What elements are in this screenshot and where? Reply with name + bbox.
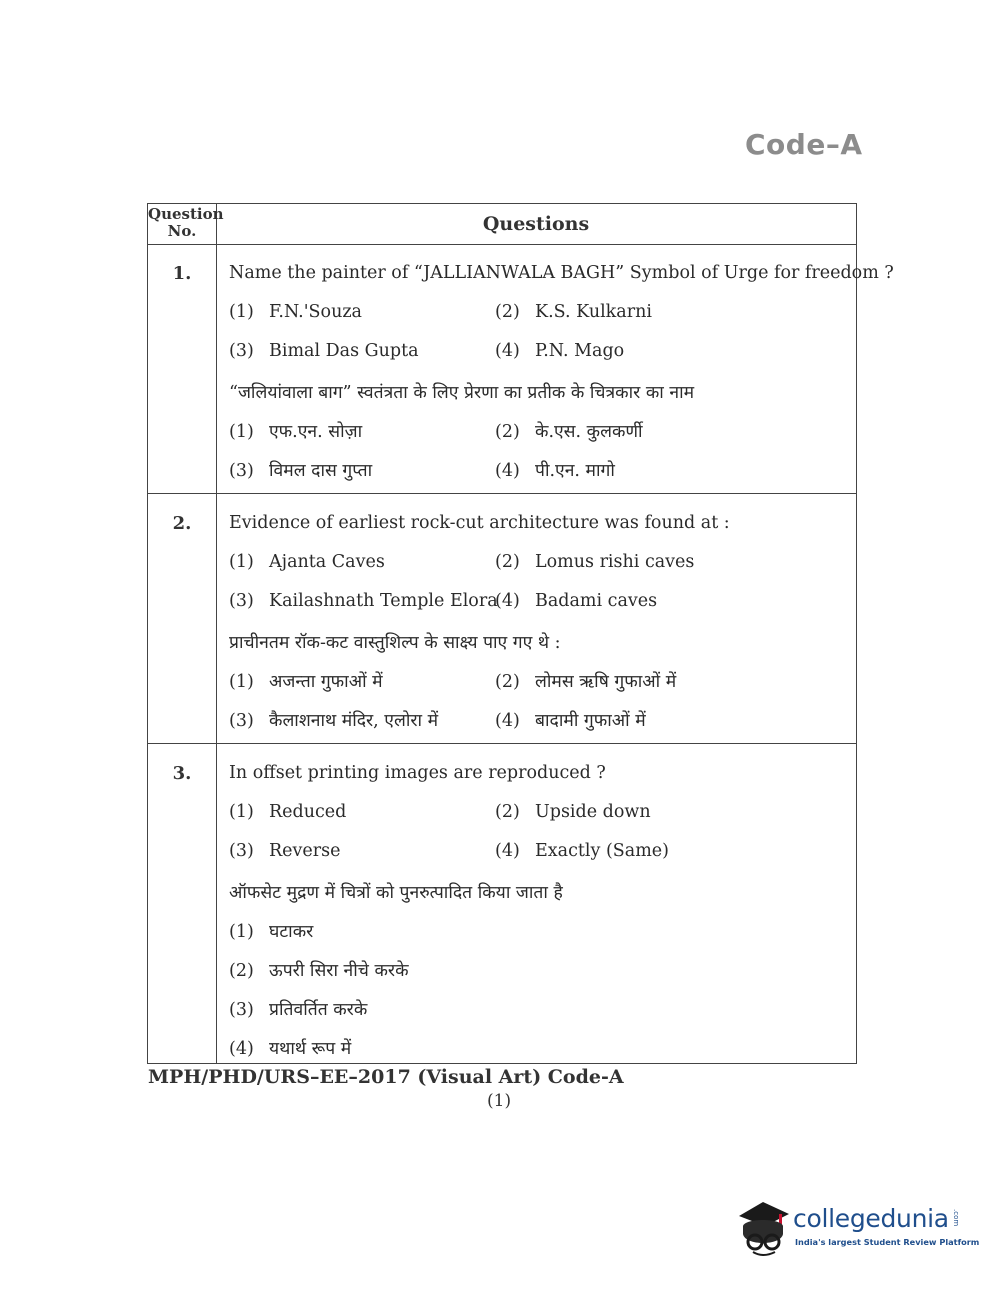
option (229, 997, 367, 1021)
option-number: (2) (495, 302, 520, 322)
option (495, 552, 694, 572)
graduate-mascot-icon (735, 1196, 793, 1258)
option (495, 669, 676, 693)
option-text: पी.एन. मागो (535, 461, 615, 481)
header-question-no-line2: No. (167, 222, 197, 240)
option-number: (3) (229, 461, 254, 481)
option-number: (3) (229, 711, 254, 731)
question-number: 2. (172, 513, 192, 534)
option (229, 708, 438, 732)
question-text-hi: ऑफसेट मुद्रण में चित्रों को पुनरुत्पादित किया जाता है (229, 883, 563, 903)
option-number: (3) (229, 841, 254, 861)
code-label: Code–A (745, 128, 863, 161)
question-table (147, 203, 894, 1064)
option-text: लोमस ऋषि गुफाओं में (535, 672, 677, 692)
question-text-hi: प्राचीनतम रॉक-कट वास्तुशिल्प के साक्ष्य पाए गए थे : (229, 633, 561, 653)
option-text: प्रतिवर्तित करके (269, 1000, 368, 1020)
option-text: कैलाशनाथ मंदिर, एलोरा में (269, 711, 439, 731)
option-number: (2) (229, 961, 254, 981)
option (229, 841, 340, 861)
option (495, 841, 669, 861)
question-text-en: In offset printing images are reproduced ? (229, 763, 606, 783)
header-question-no (148, 205, 224, 240)
option-number: (3) (229, 341, 254, 361)
question-text-en: Evidence of earliest rock-cut architecture was found at : (229, 513, 730, 533)
option (229, 552, 385, 572)
logo-name: collegedunia (793, 1204, 949, 1233)
option (495, 591, 657, 611)
option-text: बादामी गुफाओं में (535, 711, 646, 731)
option (495, 341, 624, 361)
header-question-no-line1: Question (148, 205, 224, 223)
option (229, 341, 419, 361)
option-number: (1) (229, 422, 254, 442)
option (495, 802, 651, 822)
option-text: K.S. Kulkarni (535, 302, 652, 322)
option (229, 919, 313, 943)
page-number: (1) (487, 1091, 512, 1111)
option-text: P.N. Mago (535, 341, 625, 361)
option-number: (1) (229, 552, 254, 572)
header-divider (148, 244, 856, 245)
option-number: (3) (229, 1000, 254, 1020)
option-number: (2) (495, 802, 520, 822)
option (495, 302, 652, 322)
option-text: घटाकर (269, 922, 314, 942)
question-text-hi: “जलियांवाला बाग” स्वतंत्रता के लिए प्रेरणा का प्रतीक के चित्रकार का नाम (229, 383, 695, 403)
option-text: Reverse (269, 841, 341, 861)
option-text: यथार्थ रूप में (269, 1039, 352, 1059)
option-number: (2) (495, 422, 520, 442)
option-text: Exactly (Same) (535, 841, 669, 861)
option-number: (1) (229, 672, 254, 692)
column-divider (216, 204, 217, 1063)
logo-suffix: .com (952, 1209, 960, 1227)
option-number: (4) (495, 341, 520, 361)
row-divider (148, 493, 856, 494)
question-number: 3. (172, 763, 192, 784)
option-number: (1) (229, 802, 254, 822)
option-text: एफ.एन. सोज़ा (269, 422, 363, 442)
option-number: (1) (229, 302, 254, 322)
option (229, 1036, 351, 1060)
option-number: (2) (495, 672, 520, 692)
option-text: ऊपरी सिरा नीचे करके (269, 961, 409, 981)
option-number: (3) (229, 591, 254, 611)
option-text: Kailashnath Temple Elora (269, 591, 498, 611)
option (229, 419, 362, 443)
option (229, 958, 409, 982)
option-number: (4) (495, 711, 520, 731)
footer-paper-code: MPH/PHD/URS–EE–2017 (Visual Art) Code-A (148, 1066, 624, 1088)
header-questions: Questions (482, 213, 590, 235)
option-text: के.एस. कुलकर्णी (535, 422, 643, 442)
question-number: 1. (172, 263, 192, 284)
option-text: F.N.'Souza (269, 302, 362, 322)
option-text: Reduced (269, 802, 347, 822)
option-number: (4) (495, 591, 520, 611)
option-text: Lomus rishi caves (535, 552, 695, 572)
option (229, 669, 383, 693)
option-number: (4) (495, 841, 520, 861)
option-number: (4) (229, 1039, 254, 1059)
question-text-en: Name the painter of “JALLIANWALA BAGH” Symbol of Urge for freedom ? (229, 263, 894, 283)
option (495, 458, 615, 482)
row-divider (148, 743, 856, 744)
option-number: (4) (495, 461, 520, 481)
option-text: Ajanta Caves (269, 552, 385, 572)
option (229, 458, 372, 482)
option-text: अजन्ता गुफाओं में (269, 672, 383, 692)
option-text: Upside down (535, 802, 651, 822)
option (229, 302, 362, 322)
option-number: (1) (229, 922, 254, 942)
collegedunia-logo (735, 1196, 980, 1258)
option-text: विमल दास गुप्ता (269, 461, 373, 481)
option-text: Bimal Das Gupta (269, 341, 419, 361)
option-number: (2) (495, 552, 520, 572)
option (495, 708, 646, 732)
option (495, 419, 643, 443)
logo-tagline: India's largest Student Review Platform (795, 1237, 980, 1247)
option-text: Badami caves (535, 591, 658, 611)
option (229, 802, 346, 822)
option (229, 591, 498, 611)
